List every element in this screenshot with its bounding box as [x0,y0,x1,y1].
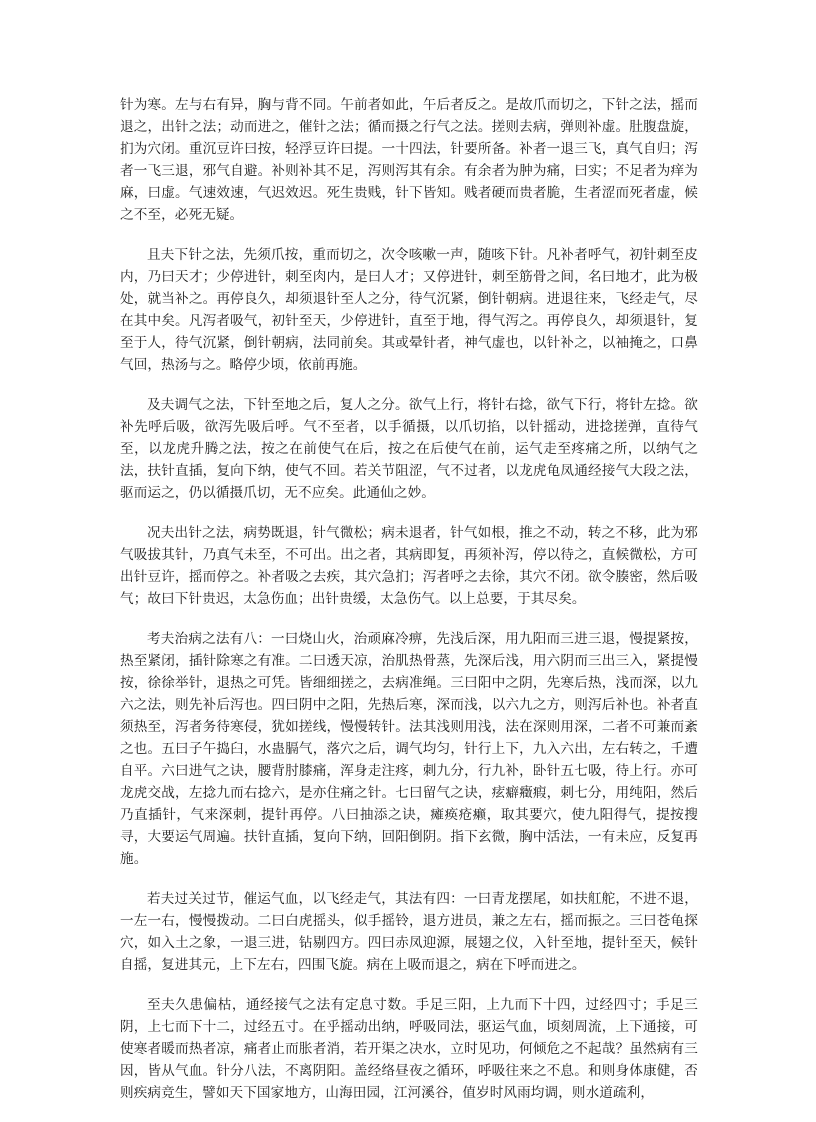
paragraph-7: 至夫久患偏枯，通经接气之法有定息寸数。手足三阳，上九而下十四，过经四寸；手足三阴，上七而下十二，过经五寸。在乎摇动出纳，呼吸同法，驱运气血，顷刻周流，上下通接，可使寒者暖而热者凉，痛者止而胀者消，若开渠之决水，立时见功，何倾危之不起哉？虽然病有三因，皆从气血。针分八法，不离阴阳。盖经络昼夜之循环，呼吸往来之不息。和则身体康健，否则疾病竞生，譬如天下国家地方，山海田园，江河溪谷，值岁时风雨均调，则水道疏利， [120,997,698,1101]
paragraph-3: 及夫调气之法，下针至地之后，复人之分。欲气上行，将针右捻，欲气下行，将针左捻。欲补先呼后吸，欲泻先吸后呼。气不至者，以手循摄，以爪切掐，以针摇动，进捻搓弹，直待气至，以龙虎升腾之法，按之在前使气在后，按之在后使气在前，运气走至疼痛之所，以纳气之法，扶针直插，复向下纳，使气不回。若关节阻涩，气不过者，以龙虎龟凤通经接气大段之法，驱而运之，仍以循摄爪切，无不应矣。此通仙之妙。 [120,397,698,501]
document-page [120,94,698,1122]
paragraph-2: 且夫下针之法，先须爪按，重而切之，次令咳嗽一声，随咳下针。凡补者呼气，初针刺至皮内，乃曰天才；少停进针，刺至肉内，是曰人才；又停进针，刺至筋骨之间，名曰地才，此为极处，就当补之。再停良久，却须退针至人之分，待气沉紧，倒针朝病。进退往来，飞经走气，尽在其中矣。凡泻者吸气，初针至天，少停进针，直至于地，得气泻之。再停良久，却须退针，复至于人，待气沉紧，倒针朝病，法同前矣。其或晕针者，神气虚也，以针补之，以袖掩之，口鼻气回，热汤与之。略停少顷，依前再施。 [120,247,698,373]
paragraph-4: 况夫出针之法，病势既退，针气微松；病未退者，针气如根，推之不动，转之不移，此为邪气吸拔其针，乃真气未至，不可出。出之者，其病即复，再须补泻，停以待之，直候微松，方可出针豆许，摇而停之。补者吸之去疾，其穴急扪；泻者呼之去徐，其穴不闭。欲令腠密，然后吸气；故曰下针贵迟，太急伤血；出针贵缓，太急伤气。以上总要，于其尽矣。 [120,525,698,607]
paragraph-5: 考夫治病之法有八：一曰烧山火，治顽麻冷痹，先浅后深，用九阳而三进三退，慢提紧按，热至紧闭，插针除寒之有准。二曰透天凉，治肌热骨蒸，先深后浅，用六阴而三出三入，紧提慢按，徐徐举针，退热之可凭。皆细细搓之，去病准绳。三曰阳中之阴，先寒后热，浅而深，以九六之法，则先补后泻也。四曰阴中之阳，先热后寒，深而浅，以六九之方，则泻后补也。补者直须热至，泻者务待寒侵，犹如搓线，慢慢转针。法其浅则用浅，法在深则用深，二者不可兼而紊之也。五曰子午捣臼，水蛊膈气，落穴之后，调气均匀，针行上下，九入六出，左右转之，千遭自平。六曰进气之诀，腰背肘膝痛，浑身走注疼，刺九分，行九补，卧针五七吸，待上行。亦可龙虎交战，左捻九而右捻六，是亦住痛之针。七曰留气之诀，痃癖癥瘕，刺七分，用纯阳，然后乃直插针，气来深刺，提针再停。八曰抽添之诀，瘫痪疮癞，取其要穴，使九阳得气，提按搜寻，大要运气周遍。扶针直插，复向下纳，回阳倒阴。指下玄微，胸中活法，一有未应，反复再施。 [120,631,698,867]
paragraph-6: 若夫过关过节，催运气血，以飞经走气，其法有四：一曰青龙摆尾，如扶舡舵，不进不退，一左一右，慢慢拨动。二曰白虎摇头，似手摇铃，退方进员，兼之左右，摇而振之。三曰苍龟探穴，如入土之象，一退三进，钻剔四方。四曰赤凤迎源，展翅之仪，入针至地，提针至天，候针自摇，复进其元，上下左右，四围飞旋。病在上吸而退之，病在下呼而进之。 [120,891,698,973]
paragraph-1: 针为寒。左与右有异，胸与背不同。午前者如此，午后者反之。是故爪而切之，下针之法，摇而退之，出针之法；动而进之，催针之法；循而摄之行气之法。搓则去病，弹则补虚。肚腹盘旋，扪为穴闭。重沉豆许曰按，轻浮豆许曰提。一十四法，针要所备。补者一退三飞，真气自归；泻者一飞三退，邪气自避。补则补其不足，泻则泻其有余。有余者为肿为痛，曰实；不足者为痒为麻，曰虚。气速效速，气迟效迟。死生贵贱，针下皆知。贱者硬而贵者脆，生者涩而死者虚，候之不至，必死无疑。 [120,97,698,223]
